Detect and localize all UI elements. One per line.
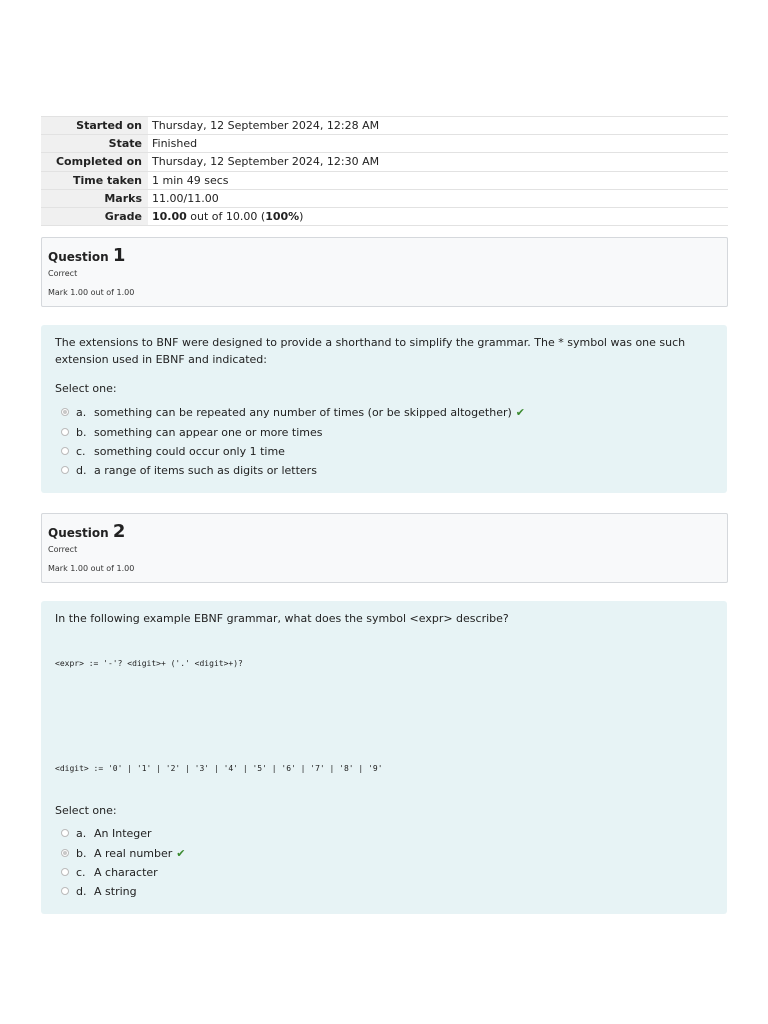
answer-option-d[interactable] [61,883,137,899]
answer-letter: d. [76,884,87,898]
question-number: 2 [112,521,126,542]
question-2-content [41,601,727,914]
question-number: 1 [112,245,126,266]
question-state: Correct [48,545,78,554]
answer-text: A string [94,884,137,898]
grade-text: out of 10.00 ( [186,210,266,224]
summary-row-state [41,135,728,153]
question-mark: Mark 1.00 out of 1.00 [48,564,135,573]
answer-letter: b. [76,425,87,439]
radio-button[interactable] [61,829,69,837]
answer-text: A character [94,865,158,879]
summary-row-marks [41,189,728,207]
question-state: Correct [48,269,78,278]
question-text: In the following example EBNF grammar, what does the symbol <expr> describe? [55,612,509,625]
question-title [48,245,125,266]
answer-text: A real number [94,846,173,860]
select-prompt: Select one: [55,804,117,817]
answer-option-a[interactable] [61,825,152,841]
summary-row-grade [41,207,728,225]
grammar-code-expr: <expr> := '-'? <digit>+ ('.' <digit>+)? [55,659,243,668]
summary-row-completed [41,153,728,171]
summary-value: 11.00/11.00 [148,189,728,207]
answer-letter: d. [76,463,87,477]
summary-label: Completed on [41,153,148,171]
question-text: The extensions to BNF were designed to provide a shorthand to simplify the grammar. The * symbol was one such extension used in EBNF and indicated: [55,336,686,366]
select-prompt: Select one: [55,382,117,395]
summary-label: Grade [41,207,148,225]
radio-button[interactable] [61,849,69,857]
check-icon: ✔ [176,846,186,860]
radio-button[interactable] [61,408,69,416]
check-icon: ✔ [515,405,525,419]
summary-value: Thursday, 12 September 2024, 12:30 AM [148,153,728,171]
answer-option-a[interactable] [61,404,525,420]
summary-label: Time taken [41,171,148,189]
summary-row-started [41,117,728,135]
question-label: Question [48,250,109,264]
summary-value: Thursday, 12 September 2024, 12:28 AM [148,117,728,135]
radio-button[interactable] [61,428,69,436]
quiz-summary-table [41,116,728,226]
answer-text: a range of items such as digits or letters [94,463,317,477]
answer-letter: a. [76,826,87,840]
answer-text: something could occur only 1 time [94,444,285,458]
answer-option-c[interactable] [61,864,158,880]
summary-label: Marks [41,189,148,207]
question-2-info [41,513,728,583]
summary-label: State [41,135,148,153]
radio-button[interactable] [61,887,69,895]
answer-option-b[interactable] [61,424,323,440]
grade-text-end: ) [299,210,304,224]
answer-option-c[interactable] [61,443,285,459]
answer-text: something can be repeated any number of times (or be skipped altogether) [94,405,512,419]
radio-button[interactable] [61,466,69,474]
question-label: Question [48,526,109,540]
summary-row-time [41,171,728,189]
question-mark: Mark 1.00 out of 1.00 [48,288,135,297]
summary-value: 1 min 49 secs [148,171,728,189]
grade-score: 10.00 [152,210,187,224]
summary-label: Started on [41,117,148,135]
answer-option-b[interactable] [61,845,186,861]
question-title [48,521,125,542]
summary-value: Finished [148,135,728,153]
question-1-content [41,325,727,493]
grade-percent: 100% [265,210,300,224]
answer-option-d[interactable] [61,462,317,478]
answer-letter: a. [76,405,87,419]
answer-letter: c. [76,865,86,879]
answer-letter: c. [76,444,86,458]
answer-letter: b. [76,846,87,860]
answer-text: something can appear one or more times [94,425,323,439]
answer-text: An Integer [94,826,152,840]
summary-value [148,207,728,225]
radio-button[interactable] [61,447,69,455]
grammar-code-digit: <digit> := '0' | '1' | '2' | '3' | '4' | '5' | '6' | '7' | '8' | '9' [55,764,383,773]
question-1-info [41,237,728,307]
radio-button[interactable] [61,868,69,876]
